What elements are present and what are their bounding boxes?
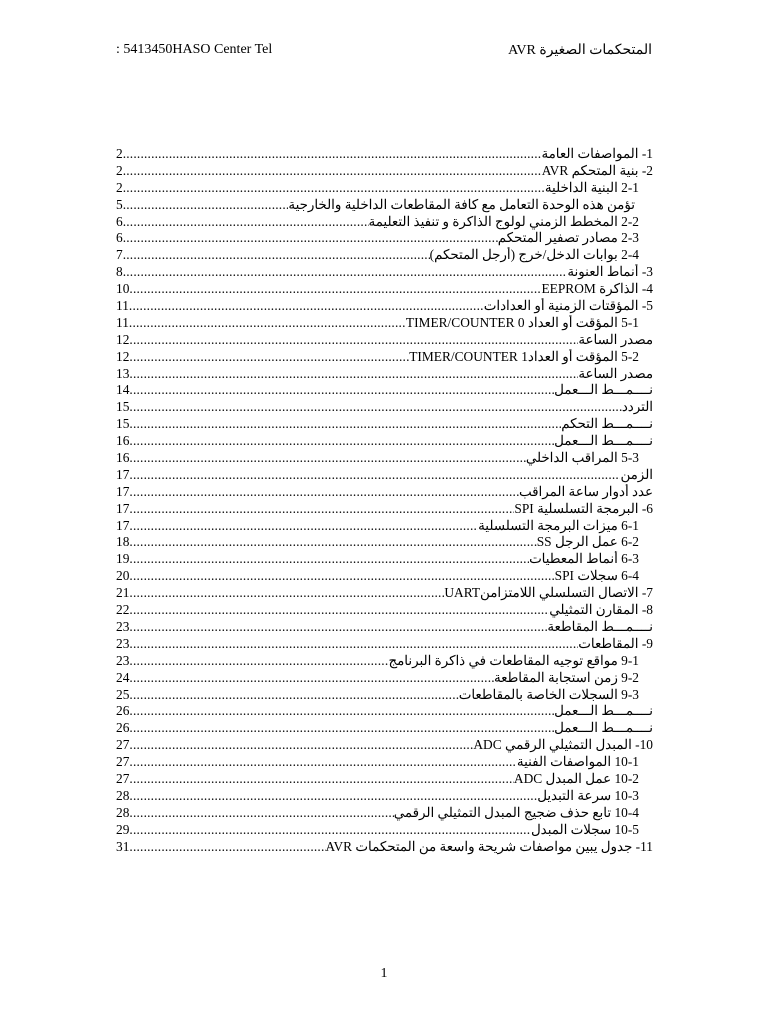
toc-entry-page: 2 — [116, 146, 123, 161]
toc-entry-page: 27 — [116, 770, 130, 786]
toc-entry — [116, 822, 653, 839]
toc-entry-title: 9- المقاطعات — [578, 635, 653, 651]
header-contact: : 5413450HASO Center Tel — [116, 42, 273, 57]
toc-entry — [116, 754, 653, 771]
toc-entry-title: 1- المواصفات العامة — [541, 146, 653, 161]
toc-entry-title: 2-2 المخطط الزمني لولوج الذاكرة و تنفيذ التعليمة — [368, 213, 639, 229]
toc-entry-page: 24 — [116, 669, 130, 685]
toc-dot-leader — [123, 214, 369, 231]
toc-entry-title: 5- المؤقتات الزمنية أو العدادات — [483, 298, 653, 314]
toc-entry-page: 17 — [116, 483, 130, 499]
toc-entry — [116, 399, 653, 416]
toc-entry-page: 10 — [116, 281, 130, 297]
toc-entry — [116, 720, 653, 737]
toc-entry — [116, 467, 653, 484]
toc-entry — [116, 298, 653, 315]
toc-entry-page: 15 — [116, 416, 130, 432]
toc-entry — [116, 839, 653, 856]
toc-dot-leader — [123, 264, 568, 281]
toc-entry-title: 10- المبدل التمثيلي الرقمي ADC — [473, 737, 653, 753]
toc-entry-page: 22 — [116, 602, 130, 618]
toc-entry-title: 5-1 المؤقت أو العداد 0 TIMER/COUNTER — [405, 314, 639, 330]
toc-entry-title: 9-2 زمن استجابة المقاطعة — [493, 669, 639, 685]
toc-entry-page: 27 — [116, 737, 130, 753]
toc-entry — [116, 197, 653, 214]
toc-entry-title: 9-3 السجلات الخاصة بالمقاطعات — [458, 686, 639, 702]
toc-entry-page: 7 — [116, 247, 123, 263]
toc-entry-title: 9-1 مواقع توجيه المقاطعات في ذاكرة البرنامج — [388, 652, 639, 668]
toc-dot-leader — [129, 382, 554, 399]
toc-entry-page: 28 — [116, 804, 130, 820]
toc-dot-leader — [123, 146, 542, 163]
toc-dot-leader — [129, 585, 444, 602]
toc-entry — [116, 332, 653, 349]
toc-entry-title: تؤمن هذه الوحدة التعامل مع كافة المقاطعات الداخلية والخارجية — [288, 196, 635, 212]
toc-entry — [116, 264, 653, 281]
toc-entry-page: 26 — [116, 720, 130, 736]
toc-dot-leader — [129, 467, 620, 484]
toc-dot-leader — [129, 534, 536, 551]
toc-entry — [116, 687, 653, 704]
toc-entry — [116, 484, 653, 501]
toc-dot-leader — [129, 687, 458, 704]
toc-dot-leader — [129, 636, 578, 653]
toc-entry — [116, 585, 653, 602]
toc-entry — [116, 146, 653, 163]
toc-entry — [116, 281, 653, 298]
toc-entry-title: 10-5 سجلات المبدل — [530, 821, 639, 837]
toc-entry — [116, 180, 653, 197]
toc-dot-leader — [129, 366, 578, 383]
toc-entry-page: 2 — [116, 162, 123, 178]
toc-entry-page: 6 — [116, 213, 123, 229]
toc-dot-leader — [129, 349, 409, 366]
toc-dot-leader — [129, 602, 549, 619]
toc-entry-page: 19 — [116, 551, 130, 567]
toc-dot-leader — [129, 416, 561, 433]
toc-dot-leader — [123, 180, 545, 197]
toc-dot-leader — [129, 788, 537, 805]
toc-entry-title: عدد أدوار ساعة المراقب — [518, 483, 653, 499]
toc-dot-leader — [123, 247, 430, 264]
toc-entry-page: 16 — [116, 433, 130, 449]
toc-entry — [116, 416, 653, 433]
toc-entry-title: نــــمـــط الـــعمل — [554, 382, 653, 398]
toc-entry-page: 21 — [116, 585, 130, 601]
toc-entry-title: 2-4 بوابات الدخل/خرج (أرجل المتحكم) — [429, 247, 639, 263]
toc-entry-page: 12 — [116, 331, 130, 347]
toc-entry-title: 2-1 البنية الداخلية — [544, 179, 639, 195]
toc-dot-leader — [129, 619, 547, 636]
toc-entry — [116, 788, 653, 805]
toc-entry-title: 6-1 ميزات البرمجة التسلسلية — [478, 517, 639, 533]
toc-entry-page: 23 — [116, 618, 130, 634]
toc-entry — [116, 805, 653, 822]
toc-dot-leader — [123, 197, 289, 214]
toc-entry-page: 28 — [116, 787, 130, 803]
toc-entry-title: نــــمـــط الـــعمل — [554, 433, 653, 449]
toc-dot-leader — [129, 771, 514, 788]
toc-entry-title: نــــمـــط التحكم — [561, 416, 653, 432]
toc-entry-page: 17 — [116, 500, 130, 516]
toc-entry-page: 20 — [116, 568, 130, 584]
toc-dot-leader — [129, 551, 529, 568]
toc-dot-leader — [129, 501, 514, 518]
toc-entry-title: 10-4 تابع حذف ضجيج المبدل التمثيلي الرقمي — [393, 804, 639, 820]
toc-entry — [116, 382, 653, 399]
toc-dot-leader — [129, 518, 478, 535]
toc-dot-leader — [129, 298, 484, 315]
toc-entry — [116, 366, 653, 383]
toc-entry-page: 18 — [116, 534, 130, 550]
toc-entry — [116, 315, 653, 332]
toc-entry-page: 11 — [116, 298, 129, 314]
toc-entry-title: نــــمـــط الـــعمل — [554, 720, 653, 736]
toc-dot-leader — [129, 484, 519, 501]
toc-dot-leader — [123, 163, 542, 180]
toc-entry-page: 11 — [116, 314, 129, 330]
toc-dot-leader — [129, 399, 621, 416]
toc-dot-leader — [129, 653, 388, 670]
toc-entry-title: مصدر الساعة — [578, 365, 653, 381]
toc-entry — [116, 349, 653, 366]
toc-entry-page: 23 — [116, 635, 130, 651]
page-number: 1 — [380, 966, 388, 981]
toc-entry — [116, 214, 653, 231]
toc-entry — [116, 501, 653, 518]
toc-entry-title: مصدر الساعة — [578, 331, 653, 347]
toc-entry-title: 4- الذاكرة EEPROM — [541, 281, 653, 297]
toc-entry — [116, 163, 653, 180]
toc-entry — [116, 433, 653, 450]
toc-dot-leader — [129, 332, 578, 349]
toc-entry-title: 5-2 المؤقت أو العداد1 TIMER/COUNTER — [409, 348, 639, 364]
toc-entry-page: 27 — [116, 754, 130, 770]
toc-dot-leader — [129, 568, 554, 585]
toc-entry — [116, 230, 653, 247]
toc-entry-page: 23 — [116, 652, 130, 668]
toc-dot-leader — [129, 703, 554, 720]
toc-entry-title: 6-2 عمل الرجل SS — [536, 534, 639, 550]
toc-entry — [116, 551, 653, 568]
toc-entry-title: 6- البرمجة التسلسلية SPI — [514, 500, 653, 516]
toc-dot-leader — [129, 839, 325, 856]
toc-entry-page: 2 — [116, 179, 123, 195]
toc-entry — [116, 703, 653, 720]
toc-entry-page: 29 — [116, 821, 130, 837]
toc-entry-title: نــــمـــط الـــعمل — [554, 703, 653, 719]
toc-entry — [116, 602, 653, 619]
toc-dot-leader — [129, 805, 393, 822]
toc-entry-title: 8- المقارن التمثيلي — [549, 602, 653, 618]
toc-dot-leader — [129, 670, 494, 687]
toc-entry-page: 16 — [116, 450, 130, 466]
toc-entry-page: 31 — [116, 838, 130, 854]
toc-entry-title: التردد — [621, 399, 653, 415]
toc-entry-page: 26 — [116, 703, 130, 719]
toc-entry-title: 10-3 سرعة التبديل — [537, 787, 639, 803]
toc-entry-title: 3- أنماط العنونة — [567, 264, 653, 280]
toc-entry-title: 5-3 المراقب الداخلي — [525, 450, 639, 466]
toc-entry — [116, 568, 653, 585]
toc-entry-title: 10-1 المواصفات الفنية — [516, 754, 639, 770]
toc-entry — [116, 771, 653, 788]
toc-entry — [116, 518, 653, 535]
toc-dot-leader — [123, 230, 498, 247]
toc-entry-title: 11- جدول يبين مواصفات شريحة واسعة من المتحكمات AVR — [325, 838, 653, 854]
toc-entry-title: 2-3 مصادر تصفير المتحكم — [497, 230, 639, 246]
toc-entry-title: 6-3 أنماط المعطيات — [529, 551, 639, 567]
toc-entry-page: 14 — [116, 382, 130, 398]
toc-entry — [116, 619, 653, 636]
toc-entry-title: 10-2 عمل المبدل ADC — [513, 770, 639, 786]
toc-entry-page: 12 — [116, 348, 130, 364]
toc-entry-page: 6 — [116, 230, 123, 246]
toc-dot-leader — [129, 737, 473, 754]
header-title: المتحكمات الصغيرة AVR — [508, 43, 652, 58]
toc-dot-leader — [129, 315, 406, 332]
page-header — [116, 42, 652, 62]
toc-dot-leader — [129, 754, 517, 771]
toc-entry — [116, 450, 653, 467]
toc-entry-page: 17 — [116, 517, 130, 533]
toc-entry-page: 25 — [116, 686, 130, 702]
toc-entry — [116, 636, 653, 653]
toc-entry-page: 8 — [116, 264, 123, 280]
toc-entry-title: 6-4 سجلات SPI — [554, 568, 639, 584]
toc-entry — [116, 247, 653, 264]
toc-entry-page: 5 — [116, 196, 123, 212]
toc-entry-title: نــــمـــط المقاطعة — [547, 618, 653, 634]
toc-entry-title: الزمن — [620, 466, 653, 482]
toc-dot-leader — [129, 281, 541, 298]
table-of-contents — [116, 146, 653, 855]
toc-dot-leader — [129, 720, 554, 737]
toc-entry-page: 13 — [116, 365, 130, 381]
toc-entry — [116, 534, 653, 551]
toc-entry-page: 17 — [116, 466, 130, 482]
toc-entry — [116, 737, 653, 754]
toc-entry — [116, 670, 653, 687]
toc-dot-leader — [129, 822, 531, 839]
toc-entry — [116, 653, 653, 670]
toc-dot-leader — [129, 433, 554, 450]
toc-entry-title: 2- بنية المتحكم AVR — [541, 162, 653, 178]
toc-dot-leader — [129, 450, 525, 467]
toc-entry-page: 15 — [116, 399, 130, 415]
toc-entry-title: 7- الاتصال التسلسلي اللامتزامنUART — [444, 585, 653, 601]
